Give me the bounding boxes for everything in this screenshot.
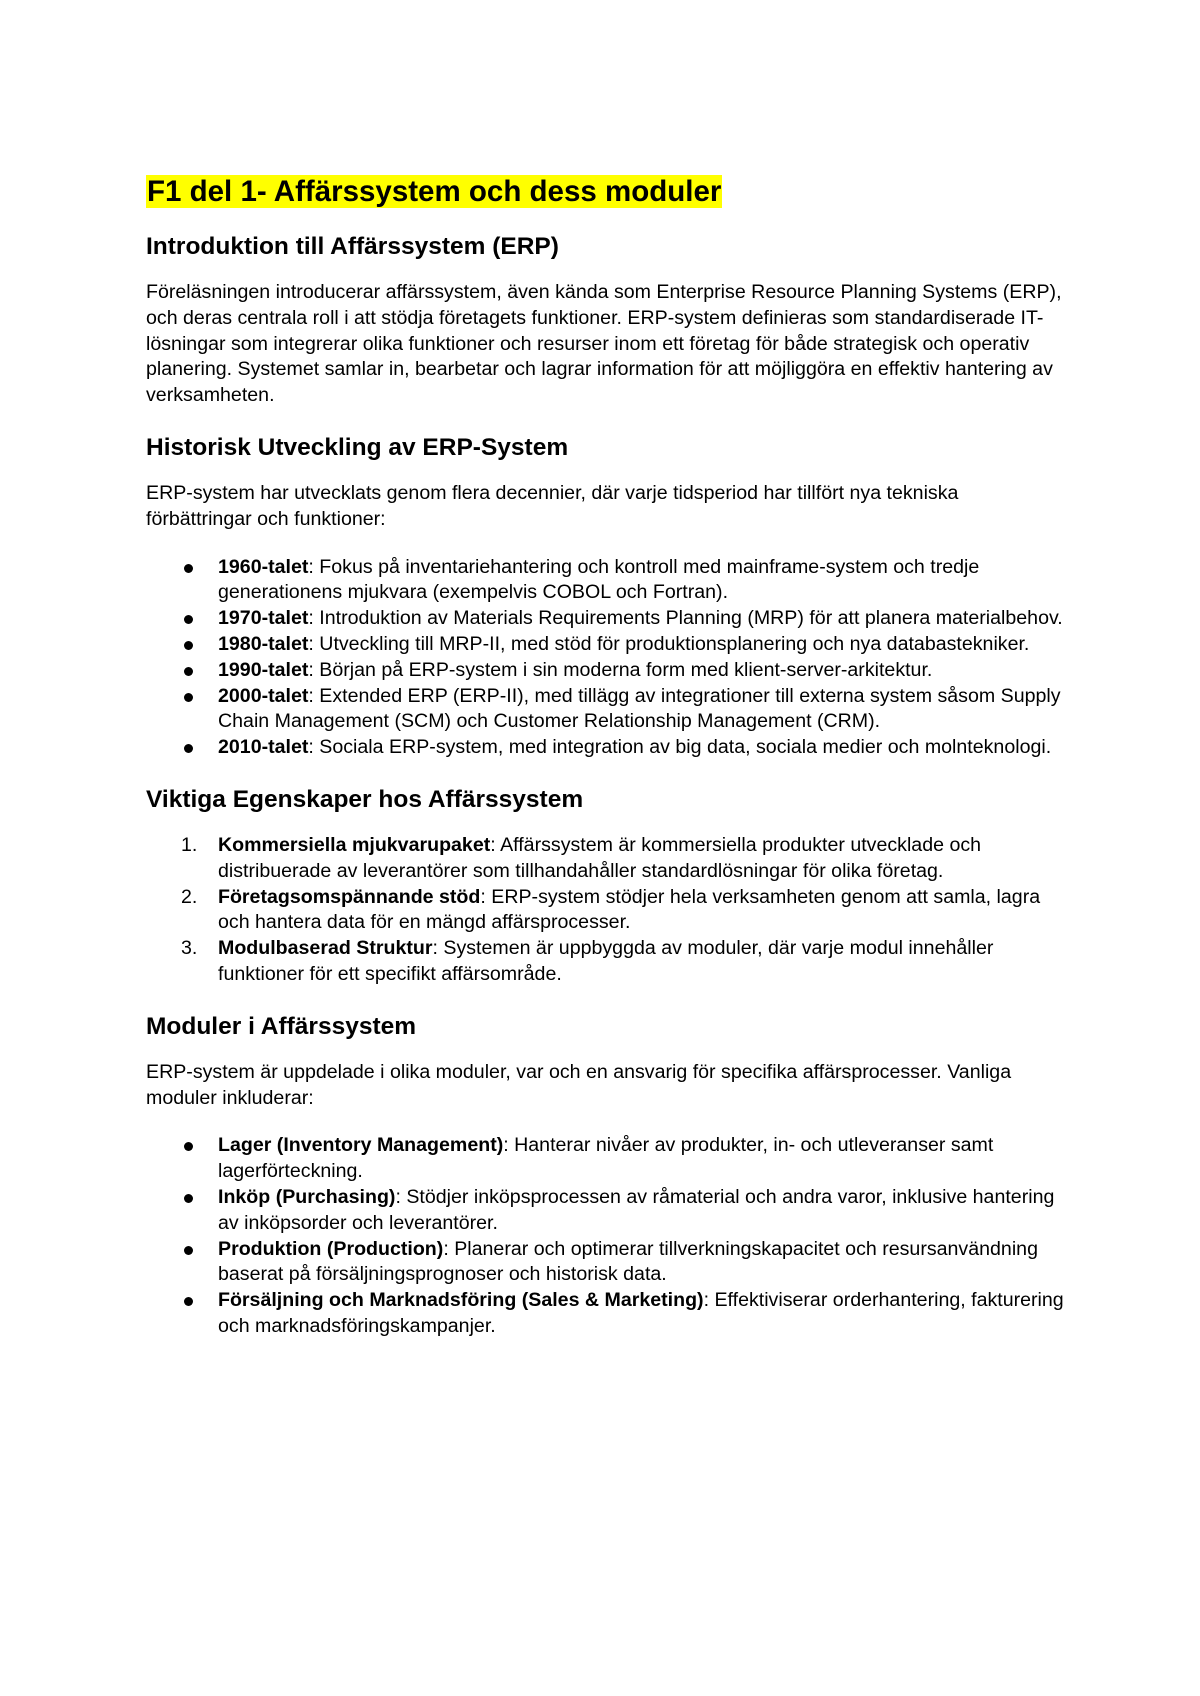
list-item-term: 1990-talet [218,658,309,681]
list-item-number: 1. [181,833,198,856]
list-item [146,735,1066,761]
list-item [146,833,1066,885]
list-item-text: : Stödjer inköpsprocessen av råmaterial och andra varor, inklusive hantering av inköpsorder och leverantörer. [218,1185,1055,1234]
heading-intro: Introduktion till Affärssystem (ERP) [146,233,559,260]
list-item [146,1237,1066,1289]
list-item-term: Modulbaserad Struktur [218,937,433,960]
list-item [146,658,1066,684]
list-item-text: : Effektiviserar orderhantering, fakturering och marknadsföringskampanjer. [218,1289,1064,1337]
list-item-text: : Affärssystem är kommersiella produkter utvecklade och distribuerade av leverantörer som tillhandahåller standardlösningar för olika företag. [218,833,982,882]
list-item-number: 3. [181,937,198,960]
modules-paragraph: ERP-system är uppdelade i olika moduler, var och en ansvarig för specifika affärsprocesser. Vanliga moduler inkluderar: [146,1060,1012,1109]
list-item-term: Kommersiella mjukvarupaket [218,833,491,856]
list-item-term: 2010-talet [218,736,309,759]
list-item-text: : Planerar och optimerar tillverkningskapacitet och resursanvändning baserat på försäljningsprognoser och historisk data. [218,1237,1038,1286]
modules-list [146,1133,1066,1339]
heading-features: Viktiga Egenskaper hos Affärssystem [146,785,584,813]
list-item-term: 1970-talet [218,607,309,630]
list-item-number: 2. [181,885,198,908]
list-item-term: Försäljning och Marknadsföring (Sales & Marketing) [218,1289,704,1312]
heading-history: Historisk Utveckling av ERP-System [146,433,569,461]
list-item-text: : Utveckling till MRP-II, med stöd för produktionsplanering och nya databastekniker. [308,632,1030,655]
list-item-text: : Hanterar nivåer av produkter, in- och utleveranser samt lagerförteckning. [218,1134,994,1183]
list-item-text: : Fokus på inventariehantering och kontroll med mainframe-system och tredje generationens mjukvara (exempelvis COBOL och Fortran). [218,555,980,604]
list-item [146,684,1066,736]
history-paragraph: ERP-system har utvecklats genom flera decennier, där varje tidsperiod har tillfört nya tekniska förbättringar och funktioner: [146,481,959,530]
list-item-term: 1960-talet [218,555,309,578]
list-item-text: : Extended ERP (ERP-II), med tillägg av integrationer till externa system såsom Supply Chain Management (SCM) och Customer Relationship Management (CRM). [218,684,1061,733]
list-item [146,885,1066,937]
list-item-text: : ERP-system stödjer hela verksamheten genom att samla, lagra och hantera data för en mängd affärsprocesser. [218,885,1041,934]
heading-modules: Moduler i Affärssystem [146,1012,417,1040]
list-item-term: Inköp (Purchasing) [218,1185,396,1208]
history-list [146,555,1066,761]
list-item-term: Företagsomspännande stöd [218,885,481,908]
list-item-term: 2000-talet [218,684,309,707]
list-item [146,1288,1066,1340]
list-item-text: : Början på ERP-system i sin moderna form med klient-server-arkitektur. [308,658,933,681]
list-item [146,936,1066,988]
list-item-text: : Sociala ERP-system, med integration av big data, sociala medier och molnteknologi. [308,736,1052,759]
features-list [146,833,1066,988]
list-item [146,1133,1066,1185]
list-item-term: Produktion (Production) [218,1237,444,1260]
list-item-text: : Introduktion av Materials Requirements Planning (MRP) för att planera materialbehov. [308,607,1063,630]
document-title-text: F1 del 1- Affärssystem och dess moduler [147,175,722,208]
list-item [146,606,1066,632]
intro-paragraph: Föreläsningen introducerar affärssystem, även kända som Enterprise Resource Planning Systems (ERP), och deras centrala roll i att stödja företagets funktioner. ERP-system definieras som standardiserade IT-lösningar som integrerar olika funktioner och resurser inom ett företag för både strategisk och operativ planering. Systemet samlar in, bearbetar och lagrar information för att möjliggöra en effektiv hantering av verksamheten. [146,281,1062,407]
document-title [146,172,1066,212]
list-item [146,1185,1066,1237]
list-item-text: : Systemen är uppbyggda av moduler, där varje modul innehåller funktioner för ett specifikt affärsområde. [218,937,994,985]
list-item-term: 1980-talet [218,632,309,655]
list-item [146,632,1066,658]
document-page [146,172,1066,1340]
list-item [146,555,1066,607]
list-item-term: Lager (Inventory Management) [218,1134,504,1157]
